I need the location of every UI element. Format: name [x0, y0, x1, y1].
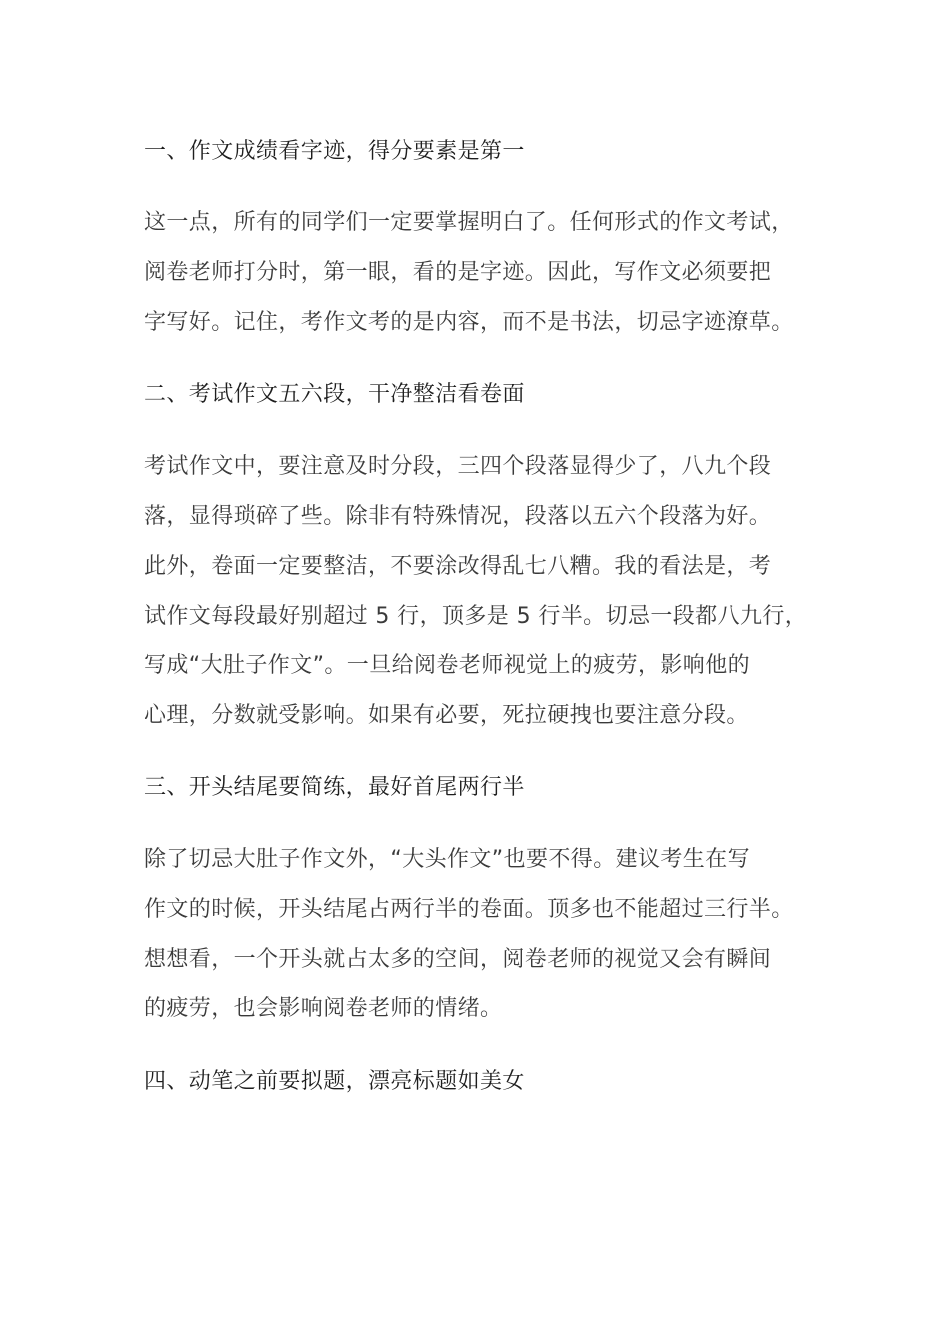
- section-4-heading: 四、动笔之前要拟题，漂亮标题如美女: [144, 1069, 525, 1094]
- section-2-line-1: 考试作文中，要注意及时分段，三四个段落显得少了，八九个段: [144, 454, 772, 479]
- section-2-heading: 二、考试作文五六段，干净整洁看卷面: [144, 382, 525, 407]
- section-1-line-3: 字写好。记住，考作文考的是内容，而不是书法，切忌字迹潦草。: [144, 310, 794, 335]
- section-2-line-3: 此外，卷面一定要整洁，不要涂改得乱七八糟。我的看法是，考: [144, 554, 772, 579]
- section-3-line-3: 想想看，一个开头就占太多的空间，阅卷老师的视觉又会有瞬间: [144, 947, 772, 972]
- section-1-line-1: 这一点，所有的同学们一定要掌握明白了。任何形式的作文考试，: [144, 210, 794, 235]
- section-2-line-4: 试作文每段最好别超过 5 行，顶多是 5 行半。切忌一段都八九行，: [144, 604, 808, 629]
- section-3-line-1: 除了切忌大肚子作文外，“大头作文”也要不得。建议考生在写: [144, 847, 750, 872]
- section-2-line-2: 落，显得琐碎了些。除非有特殊情况，段落以五六个段落为好。: [144, 504, 772, 529]
- section-1-heading: 一、作文成绩看字迹，得分要素是第一: [144, 139, 525, 164]
- section-2-line-6: 心理，分数就受影响。如果有必要，死拉硬拽也要注意分段。: [144, 703, 749, 728]
- section-3-heading: 三、开头结尾要简练，最好首尾两行半: [144, 775, 525, 800]
- section-2-line-5: 写成“大肚子作文”。一旦给阅卷老师视觉上的疲劳，影响他的: [144, 653, 750, 678]
- section-1-line-2: 阅卷老师打分时，第一眼，看的是字迹。因此，写作文必须要把: [144, 260, 772, 285]
- section-3-line-2: 作文的时候，开头结尾占两行半的卷面。顶多也不能超过三行半。: [144, 897, 794, 922]
- section-3-line-4: 的疲劳，也会影响阅卷老师的情绪。: [144, 996, 503, 1021]
